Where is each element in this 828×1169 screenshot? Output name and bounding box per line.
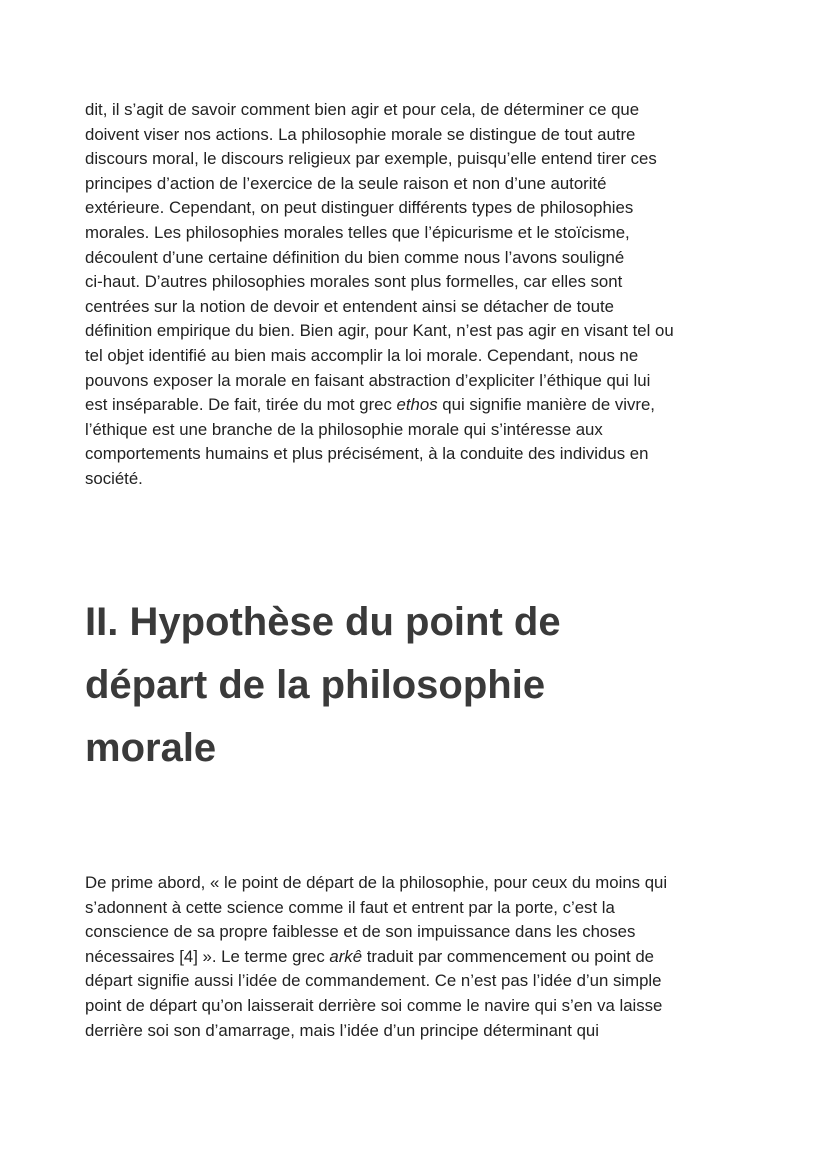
document-page: [85, 0, 750, 1169]
text-run: qui signifie manière de vivre,: [437, 395, 655, 415]
text-line: comportements humains et plus précisément, à la conduite des individus en: [85, 444, 649, 464]
text-line: départ signifie aussi l’idée de commandement. Ce n’est pas l’idée d’un simple: [85, 971, 662, 991]
text-line: conscience de sa propre faiblesse et de son impuissance dans les choses: [85, 922, 636, 942]
text-run: est inséparable. De fait, tirée du mot grec: [85, 395, 397, 415]
text-line: discours moral, le discours religieux par exemple, puisqu’elle entend tirer ces: [85, 149, 657, 169]
text-line: pouvons exposer la morale en faisant abstraction d’expliciter l’éthique qui lui: [85, 370, 651, 390]
section-heading: [85, 591, 561, 780]
text-line: derrière soi son d’amarrage, mais l’idée d’un principe déterminant qui: [85, 1020, 599, 1040]
heading-line: morale: [85, 726, 217, 770]
text-line: découlent d’une certaine définition du bien comme nous l’avons souligné: [85, 247, 625, 267]
text-line: ci-haut. D’autres philosophies morales sont plus formelles, car elles sont: [85, 272, 623, 292]
text-line: définition empirique du bien. Bien agir, pour Kant, n’est pas agir en visant tel ou: [85, 321, 674, 341]
italic-term-ethos: ethos: [396, 395, 438, 415]
text-line: centrées sur la notion de devoir et entendent ainsi se détacher de toute: [85, 296, 614, 316]
text-line: société.: [85, 468, 143, 488]
text-line: [85, 945, 667, 970]
text-line: point de départ qu’on laisserait derrière soi comme le navire qui s’en va laisse: [85, 995, 663, 1015]
heading-line: départ de la philosophie: [85, 663, 546, 707]
text-line: morales. Les philosophies morales telles que l’épicurisme et le stoïcisme,: [85, 222, 630, 242]
text-line: principes d’action de l’exercice de la seule raison et non d’une autorité: [85, 173, 607, 193]
text-run: traduit par commencement ou point de: [362, 946, 655, 966]
text-line: tel objet identifié au bien mais accomplir la loi morale. Cependant, nous ne: [85, 345, 639, 365]
paragraph-point-de-depart: [85, 871, 667, 1043]
paragraph-morale-definition: [85, 98, 674, 492]
text-line: dit, il s’agit de savoir comment bien agir et pour cela, de déterminer ce que: [85, 100, 640, 119]
text-line: De prime abord, « le point de départ de la philosophie, pour ceux du moins qui: [85, 873, 668, 892]
text-run: nécessaires [4] ». Le terme grec: [85, 946, 330, 966]
text-line: [85, 393, 674, 418]
heading-line: II. Hypothèse du point de: [85, 600, 561, 644]
text-line: l’éthique est une branche de la philosophie morale qui s’intéresse aux: [85, 419, 603, 439]
text-line: extérieure. Cependant, on peut distinguer différents types de philosophies: [85, 198, 634, 218]
italic-term-arke: arkê: [329, 946, 363, 966]
text-line: s’adonnent à cette science comme il faut et entrent par la porte, c’est la: [85, 897, 615, 917]
text-line: doivent viser nos actions. La philosophie morale se distingue de tout autre: [85, 124, 636, 144]
